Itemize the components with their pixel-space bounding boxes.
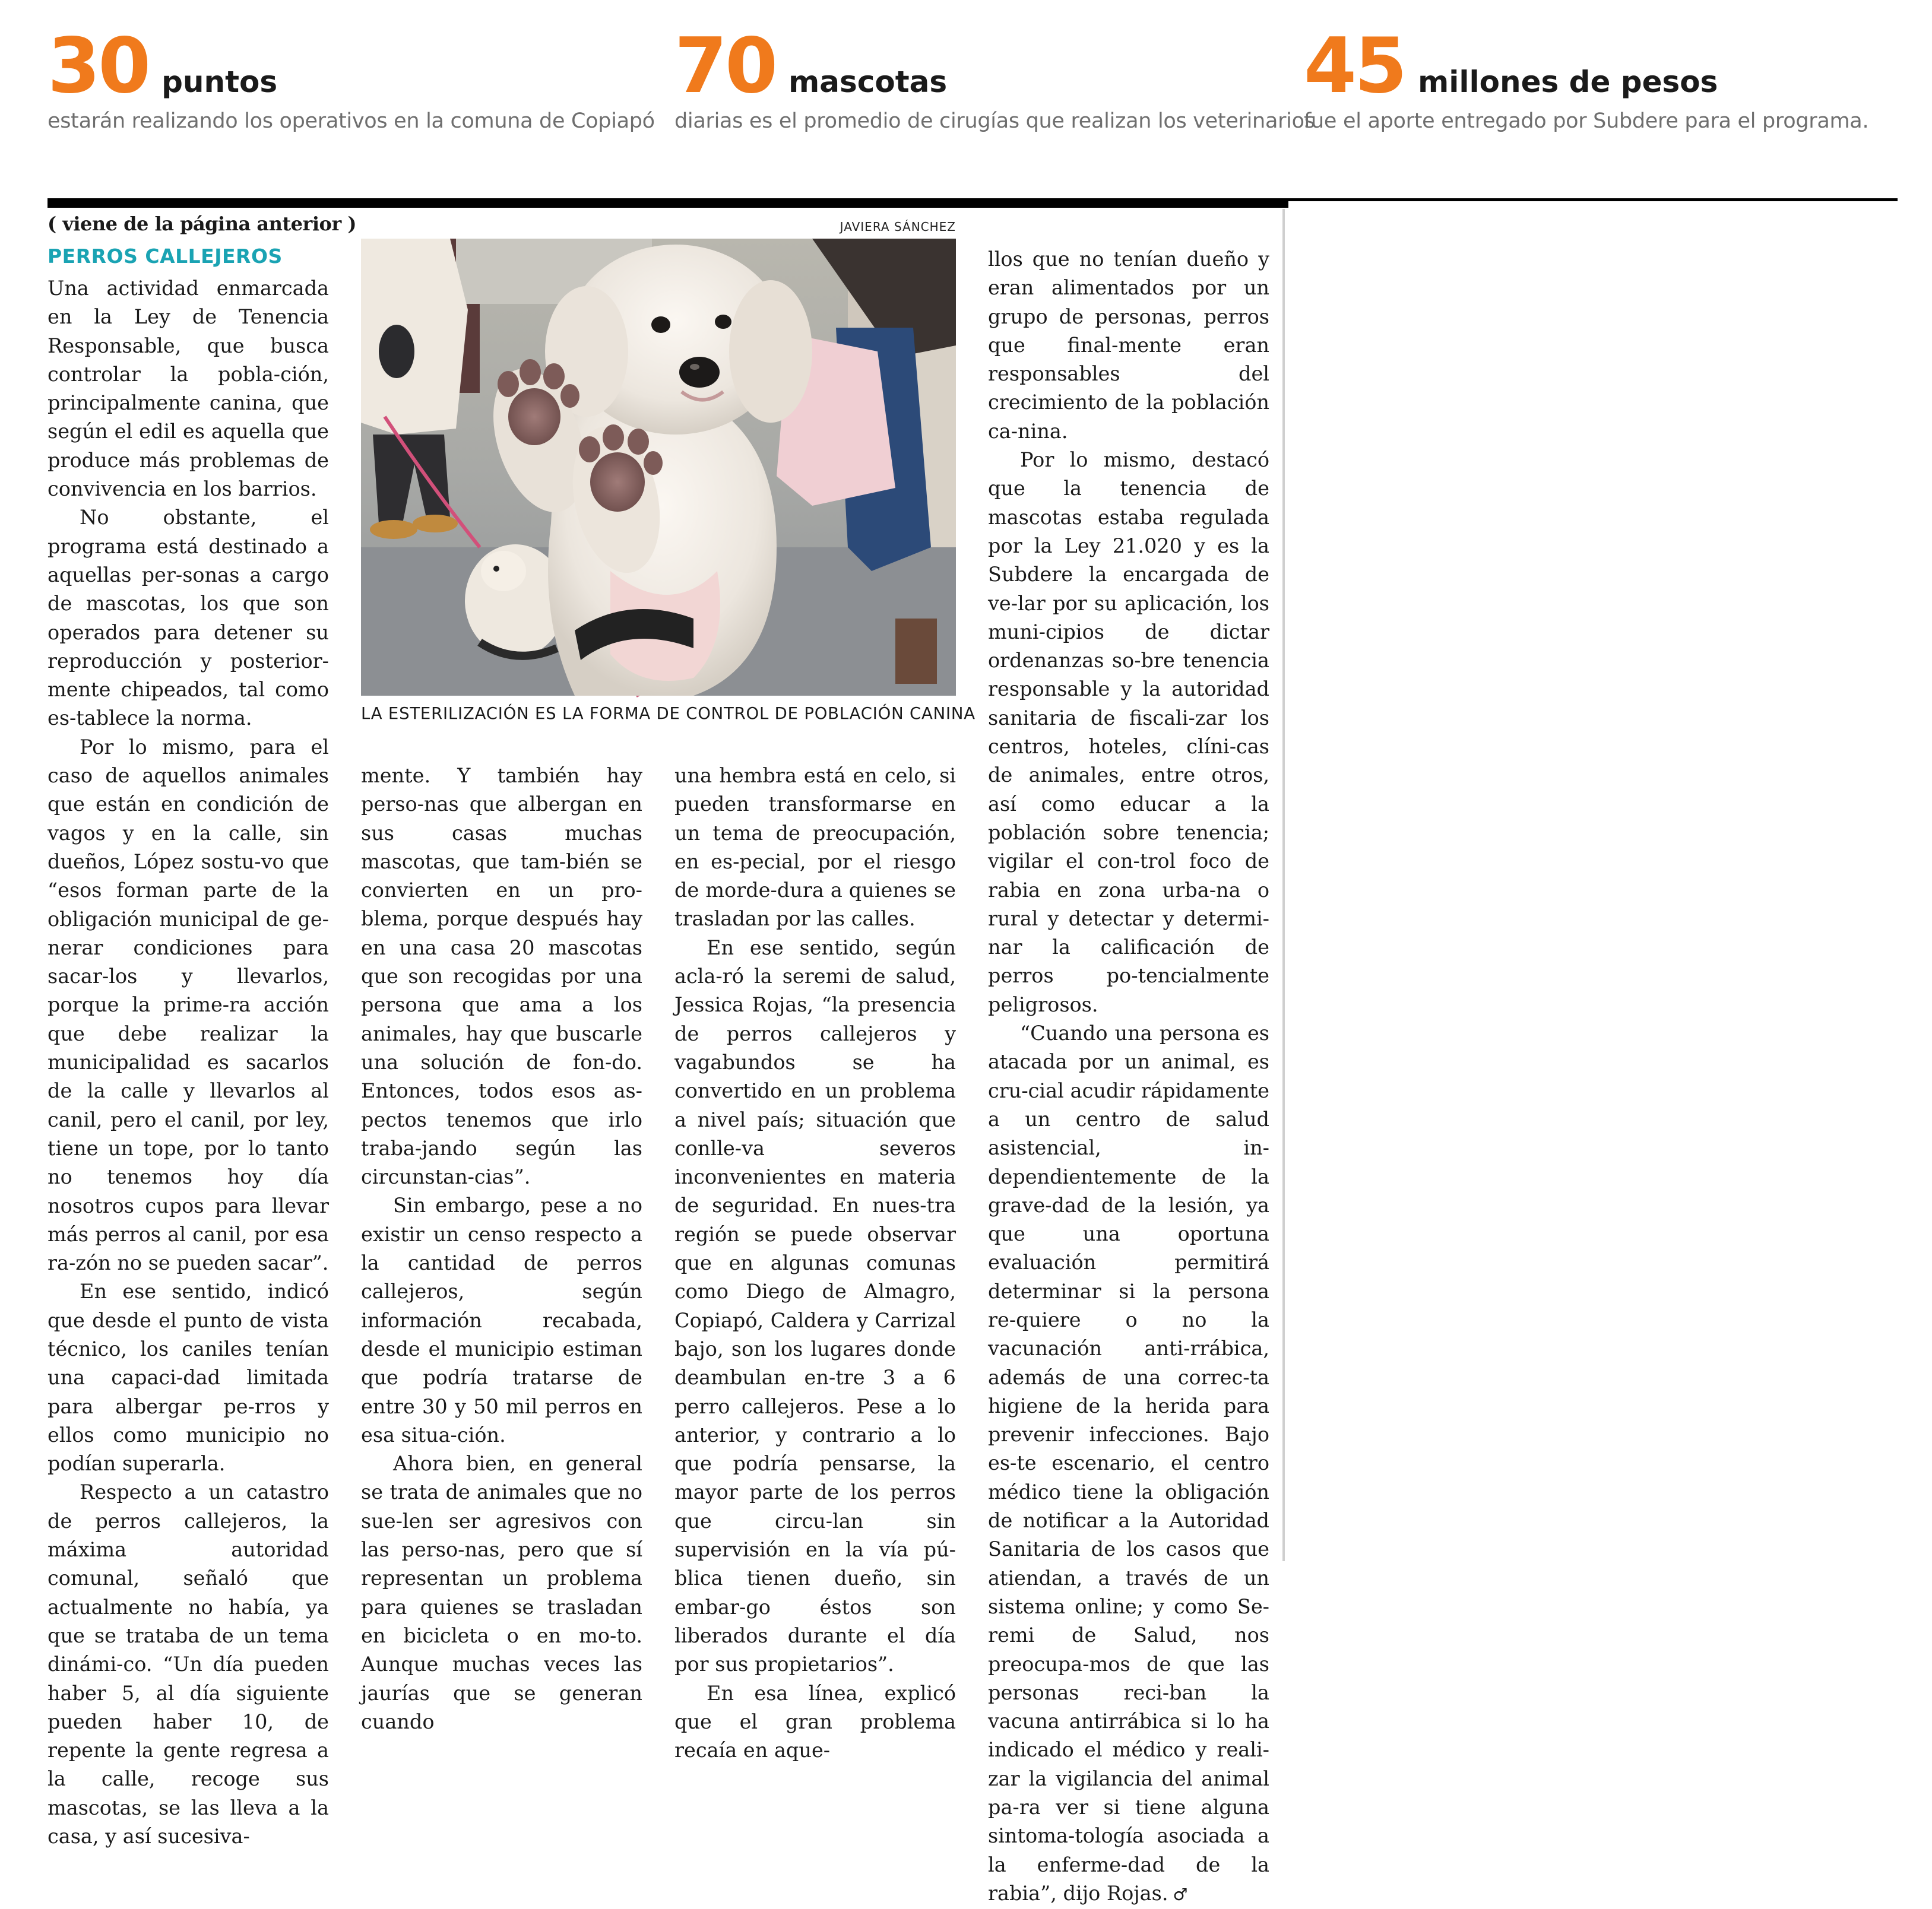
stat-block-funding: [1304, 22, 1921, 133]
stat-number: 45: [1304, 22, 1405, 110]
section-heading: PERROS CALLEJEROS: [47, 245, 283, 268]
stat-description: estarán realizando los operativos en la comuna de Copiapó: [47, 109, 655, 133]
stat-block-points: [47, 22, 665, 133]
paragraph: No obstante, el programa está destinado a aquellas per-sonas a cargo de mascotas, los que son operados para detener su reproducción y posterior-mente chipeados, tal como es-tablece la norma.: [47, 506, 329, 730]
header-rule-thin: [1288, 198, 1898, 201]
paragraph: Ahora bien, en general se trata de animales que no sue-len ser agresivos con las perso-nas, pero que sí representan un problema para quienes se trasladan en bicicleta o en mo-to. Aunque muchas veces las jaurías que se generan cuando: [361, 1452, 642, 1733]
paragraph: una hembra está en celo, si pueden transformarse en un tema de preocupación, en es-pecial, por el riesgo de morde-dura a quienes se trasladan por las calles.: [674, 764, 956, 931]
paragraph: Sin embargo, pese a no existir un censo respecto a la cantidad de perros callejeros, según información recabada, desde el municipio estiman que podría tratarse de entre 30 y 50 mil perros en esa situa-ción.: [361, 1194, 642, 1447]
article-column-1: [47, 274, 329, 1851]
article-column-3: [674, 762, 956, 1765]
continued-note: ( viene de la página anterior ): [47, 213, 356, 235]
paragraph-text: “Cuando una persona es atacada por un animal, es cru-cial acudir rápidamente a un centro de salud asistencial, in-dependientemente de la grave-dad de la lesión, ya que una oportuna evaluación permitirá determinar si la persona re-quiere o no la vacunación anti-rrábica, además de una correc-ta higiene de la herida para prevenir infecciones. Bajo es-te escenario, el centro médico tiene la obligación de notificar a la Autoridad Sanitaria de los casos que atiendan, a través de un sistema online; y como Se-remi de Salud, nos preocupa-mos de que las personas reci-ban la vacuna antirrábica si lo ha indicado el médico y reali-zar la vigilancia del animal pa-ra ver si tiene alguna sintoma-tología asociada a la enferme-dad de la rabia”, dijo Rojas.: [988, 1022, 1269, 1905]
photo-caption: LA ESTERILIZACIÓN ES LA FORMA DE CONTROL DE POBLACIÓN CANINA: [361, 704, 975, 723]
paragraph: llos que no tenían dueño y eran alimentados por un grupo de personas, perros que final-mente eran responsables del crecimiento de la población ca-nina.: [988, 248, 1269, 443]
stat-description: fue el aporte entregado por Subdere para el programa.: [1304, 109, 1869, 133]
stat-unit: mascotas: [788, 65, 948, 99]
article-photo: [361, 239, 956, 696]
stat-block-pets: [674, 22, 1315, 133]
stat-number: 70: [674, 22, 776, 110]
stat-number: 30: [47, 22, 149, 110]
stat-description: diarias es el promedio de cirugías que realizan los veterinarios: [674, 109, 1315, 133]
paragraph: En ese sentido, según acla-ró la seremi de salud, Jessica Rojas, “la presencia de perros callejeros y vagabundos se ha convertido en un problema a nivel país; situación que conlle-va severos inconvenientes en materia de seguridad. En nues-tra región se puede observar que en algunas comunas como Diego de Almagro, Copiapó, Caldera y Carrizal bajo, son los lugares donde deambulan en-tre 3 a 6 perro callejeros. Pese a lo anterior, y contrario a lo que podría pensarse, la mayor parte de los perros que circu-lan sin supervisión en la vía pú-blica tienen dueño, sin embar-go éstos son liberados durante el día por sus propietarios”.: [674, 936, 956, 1676]
article-column-4: [988, 245, 1269, 1909]
column-divider: [1282, 209, 1285, 1561]
article-column-2: [361, 762, 642, 1736]
paragraph: Por lo mismo, para el caso de aquellos animales que están en condición de vagos y en la calle, sin dueños, López sostu-vo que “esos forman parte de la obligación municipal de ge-nerar condiciones para sacar-los y llevarlos, porque la prime-ra acción que debe realizar la municipalidad es sacarlos de la calle y llevarlos al canil, pero el canil, por ley, tiene un tope, por lo tanto no tenemos hoy día nosotros cupos para llevar más perros al canil, por esa ra-zón no se pueden sacar”.: [47, 735, 329, 1275]
photo-credit: JAVIERA SÁNCHEZ: [840, 220, 956, 234]
paragraph: mente. Y también hay perso-nas que albergan en sus casas muchas mascotas, que tam-bién se convierten en un pro-blema, porque después hay en una casa 20 mascotas que son recogidas por una persona que ama a los animales, hay que buscarle una solución de fon-do. Entonces, todos esos as-pectos tenemos que irlo traba-jando según las circunstan-cias”.: [361, 764, 642, 1189]
paragraph: Por lo mismo, destacó que la tenencia de mascotas estaba regulada por la Ley 21.020 y es la Subdere la encargada de ve-lar por su aplicación, los muni-cipios de dictar ordenanzas so-bre tenencia responsable y la autoridad sanitaria de fiscali-zar los centros, hoteles, clíni-cas de animales, entre otros, así como educar a la población sobre tenencia; vigilar el con-trol foco de rabia en zona urba-na o rural y detectar y determi-nar la calificación de perros po-tencialmente peligrosos.: [988, 448, 1269, 1016]
paragraph-final: [988, 1019, 1269, 1909]
end-mark-icon: ♂: [1173, 1884, 1188, 1904]
stat-unit: millones de pesos: [1418, 65, 1718, 99]
paragraph: Una actividad enmarcada en la Ley de Tenencia Responsable, que busca controlar la pobla-ción, principalmente canina, que según el edil es aquella que produce más problemas de convivencia en los barrios.: [47, 277, 329, 501]
paragraph: Respecto a un catastro de perros callejeros, la máxima autoridad comunal, señaló que actualmente no había, ya que se trataba de un tema dinámi-co. “Un día pueden haber 5, al día siguiente pueden haber 10, de repente la gente regresa a la calle, recoge sus mascotas, se las lleva a la casa, y así sucesiva-: [47, 1480, 329, 1848]
stat-unit: puntos: [161, 65, 278, 99]
header-rule: [47, 198, 1288, 208]
paragraph: En esa línea, explicó que el gran problema recaía en aque-: [674, 1681, 956, 1762]
paragraph: En ese sentido, indicó que desde el punto de vista técnico, los caniles tenían una capaci-dad limitada para albergar pe-rros y ellos como municipio no podían superarla.: [47, 1280, 329, 1476]
